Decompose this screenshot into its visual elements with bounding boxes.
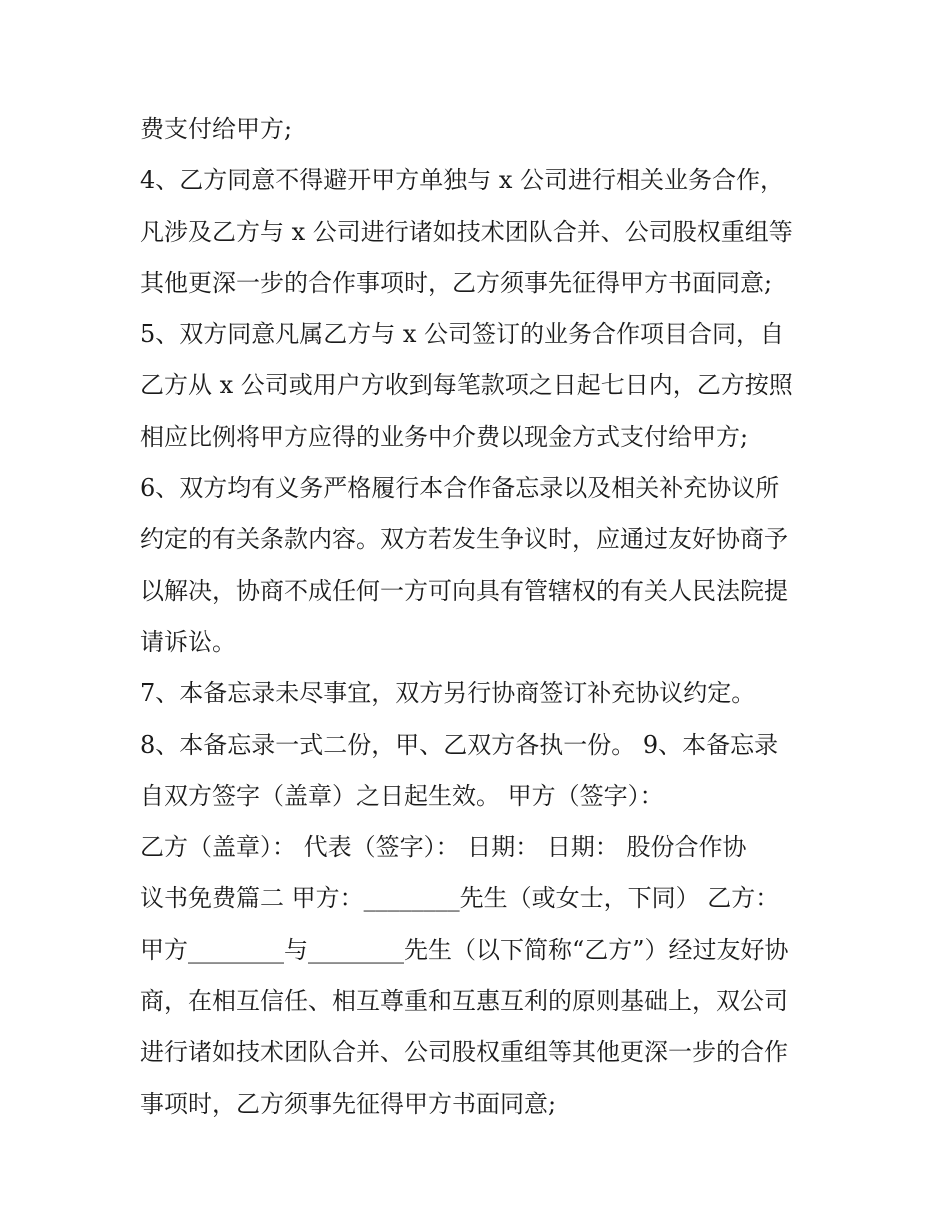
text-line: 其他更深一步的合作事项时，乙方须事先征得甲方书面同意; xyxy=(140,268,773,297)
text-line: 乙方（盖章）： 代表（签字）： 日期： 日期： 股份合作协 xyxy=(140,833,747,862)
text-line: 相应比例将甲方应得的业务中介费以现金方式支付给甲方; xyxy=(140,422,749,451)
text-line: 5、双方同意凡属乙方与 x 公司签订的业务合作项目合同，自 xyxy=(140,320,785,349)
text-line: 凡涉及乙方与 x 公司进行诸如技术团队合并、公司股权重组等 xyxy=(140,217,793,246)
text-line: 费支付给甲方; xyxy=(140,115,293,143)
text-line: 请诉讼。 xyxy=(140,627,236,656)
text-line: 商，在相互信任、相互尊重和互惠互利的原则基础上，双公司 xyxy=(140,987,788,1016)
document-body xyxy=(140,104,820,1130)
text-line: 7、本备忘录未尽事宜，双方另行协商签订补充协议约定。 xyxy=(140,679,756,708)
text-line: 议书免费篇二 甲方：________先生（或女士，下同） 乙方： xyxy=(140,884,780,913)
text-line: 8、本备忘录一式二份，甲、乙双方各执一份。 9、本备忘录 xyxy=(140,730,779,759)
text-line: 6、双方均有义务严格履行本合作备忘录以及相关补充协议所 xyxy=(140,474,780,503)
text-line: 乙方从 x 公司或用户方收到每笔款项之日起七日内，乙方按照 xyxy=(140,371,793,400)
text-line: 4、乙方同意不得避开甲方单独与 x 公司进行相关业务合作， xyxy=(140,166,785,195)
text-line: 以解决，协商不成任何一方可向具有管辖权的有关人民法院提 xyxy=(140,576,788,605)
text-line: 自双方签字（盖章）之日起生效。 甲方（签字）： xyxy=(140,781,664,810)
text-line: 甲方________与________先生（以下简称“乙方”）经过友好协 xyxy=(140,935,789,964)
text-line: 约定的有关条款内容。双方若发生争议时，应通过友好协商予 xyxy=(140,525,788,554)
text-line: 进行诸如技术团队合并、公司股权重组等其他更深一步的合作 xyxy=(140,1038,788,1067)
text-line: 事项时，乙方须事先征得甲方书面同意; xyxy=(140,1089,557,1118)
